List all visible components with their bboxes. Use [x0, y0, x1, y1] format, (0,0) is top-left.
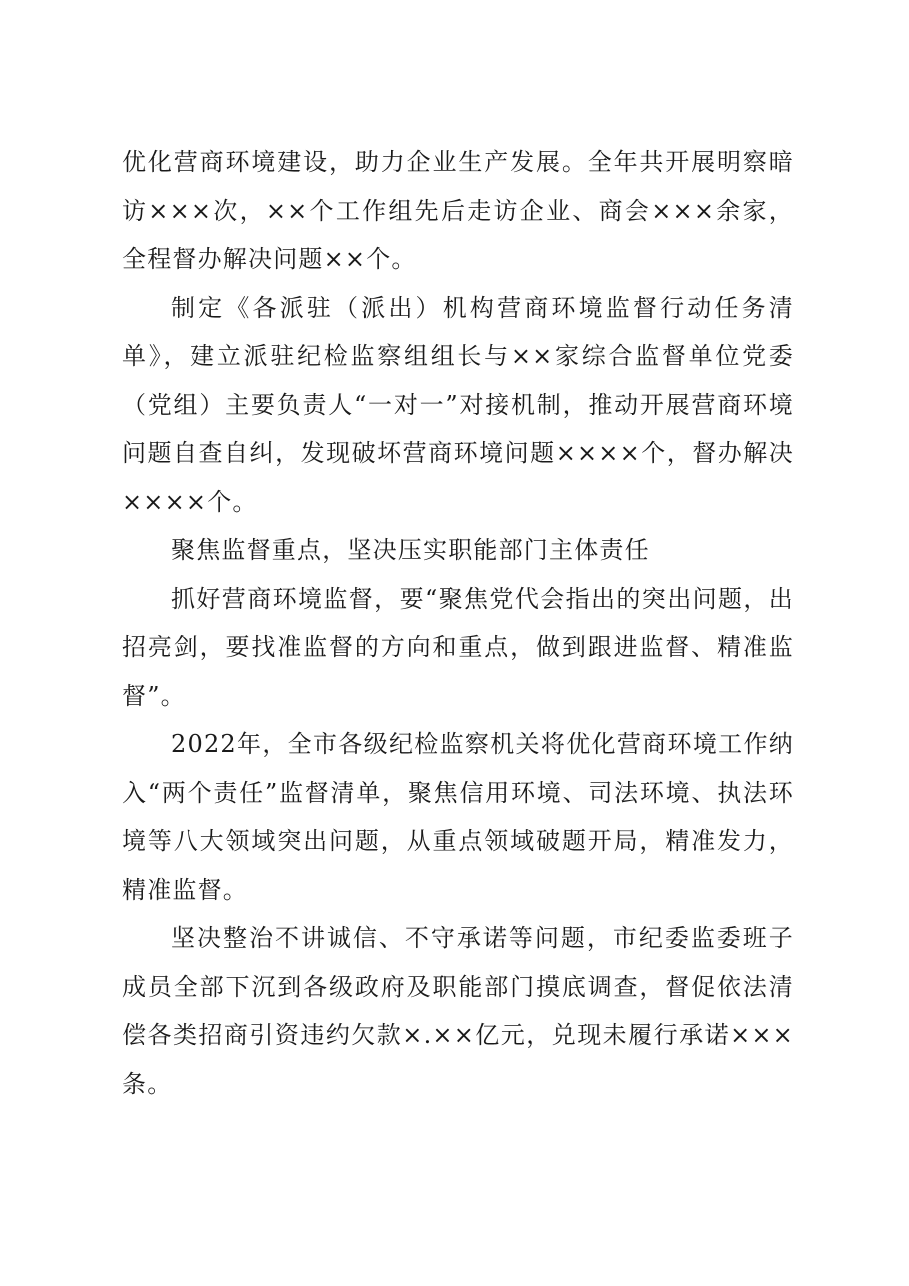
paragraph-1: 优化营商环境建设，助力企业生产发展。全年共开展明察暗访×××次，××个工作组先后走访企业、商会×××余家，全程督办解决问题××个。	[122, 148, 794, 273]
paragraph-6: 坚决整治不讲诚信、不守承诺等问题，市纪委监委班子成员全部下沉到各级政府及职能部门摸底调查，督促依法清偿各类招商引资违约欠款×.××亿元，兑现未履行承诺×××条。	[122, 924, 794, 1098]
paragraph-5: 2022年，全市各级纪检监察机关将优化营商环境工作纳入“两个责任”监督清单，聚焦信用环境、司法环境、执法环境等八大领域突出问题，从重点领域破题开局，精准发力，精准监督。	[122, 730, 794, 904]
paragraph-4: 抓好营商环境监督，要“聚焦党代会指出的突出问题，出招亮剑，要找准监督的方向和重点，做到跟进监督、精准监督”。	[122, 584, 794, 710]
paragraph-2: 制定《各派驻（派出）机构营商环境监督行动任务清单》，建立派驻纪检监察组组长与××家综合监督单位党委（党组）主要负责人“一对一”对接机制，推动开展营商环境问题自查自纠，发现破坏营商环境问题××××个，督办解决××××个。	[122, 293, 794, 516]
document-body	[122, 138, 794, 1108]
section-heading: 聚焦监督重点，坚决压实职能部门主体责任	[171, 536, 650, 564]
